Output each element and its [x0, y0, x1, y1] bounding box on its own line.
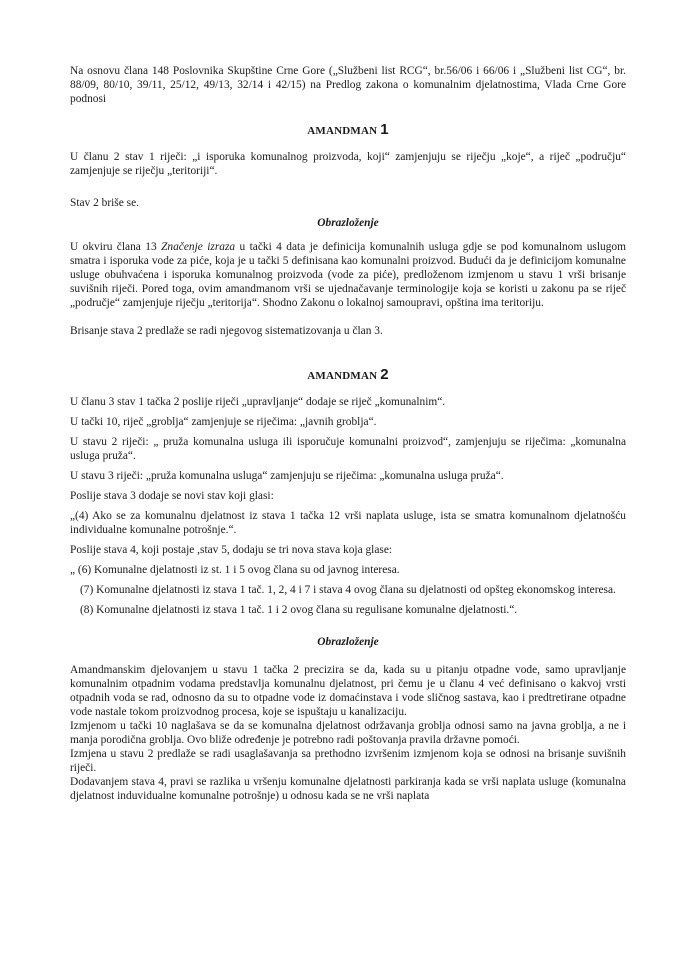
amendment-2-paragraph-5: Poslije stava 3 dodaje se novi stav koji glasi: — [70, 490, 274, 502]
amendment-2-heading-number: 2 — [380, 366, 389, 383]
amendment-1-heading — [70, 123, 626, 138]
amendment-1-paragraph-2: Stav 2 briše se. — [70, 197, 139, 209]
amendment-2-paragraph-10: (8) Komunalne djelatnosti iz stava 1 tač. 1 i 2 ovog člana su regulisane komunalne djelatnosti.“. — [80, 604, 518, 616]
amendment-2-paragraph-9: (7) Komunalne djelatnosti iz stava 1 tač. 1, 2, 4 i 7 i stava 4 ovog člana su djelatnosti od opšteg ekonomskog interesa. — [80, 584, 616, 596]
amendment-1-explanation-heading: Obrazloženje — [317, 217, 379, 229]
intro-paragraph: Na osnovu člana 148 Poslovnika Skupštine Crne Gore („Službeni list RCG“, br.56/06 i 66/06 i „Službeni list CG“, br. 88/09, 80/10, 39/11, 25/12, 49/13, 32/14 i 42/15) na Predlog zakona o komunalnim djelatnostima, Vlada Crne Gore podnosi — [70, 65, 626, 105]
amendment-2-explanation-paragraph-4: Dodavanjem stava 4, pravi se razlika u vršenju komunalne djelatnosti parkiranja kada se vrši naplata usluge (komunalna djelatnost induvidualne komunalne potrošnje) u odnosu kada se ne vrši naplata — [70, 776, 626, 802]
amendment-2-paragraph-1: U članu 3 stav 1 tačka 2 poslije riječi „upravljanje“ dodaje se riječ „komunalnim“. — [70, 396, 446, 408]
amendment-2-explanation-paragraph-1: Amandmanskim djelovanjem u stavu 1 tačka 2 precizira se da, kada su u pitanju otpadne vode, samo upravljanje komunalnim otpadnim vodama predstavlja komunalnu djelatnost, pri čemu je u članu 4 već definisano o kakvoj vrsti otpadnih voda se rad, odnosno da su to otpadne vode iz domaćinstava i vode sličnog sastava, kao i predtretirane otpadne vode nastale tokom proizvodnog procesa, koje se ispuštaju u kanalizaciju. — [70, 664, 626, 718]
amendment-1-explanation-term: Značenje izraza — [161, 241, 236, 253]
amendment-2-heading — [70, 368, 626, 383]
amendment-1-explanation-paragraph-1 — [70, 240, 626, 310]
amendment-2-paragraph-2: U tački 10, riječ „groblja“ zamjenjuje se riječima: „javnih groblja“. — [70, 416, 377, 428]
amendment-1-paragraph-1: U članu 2 stav 1 riječi: „i isporuka komunalnog proizvoda, koji“ zamjenjuju se riječju „koje“, a riječ „području“ zamjenjuje se riječju „teritoriji“. — [70, 151, 626, 177]
amendment-2-explanation-paragraph-2: Izmjenom u tački 10 naglašava se da se komunalna djelatnost održavanja groblja odnosi samo na javna groblja, a ne i manja porodična groblja. Ovo bliže određenje je potrebno radi poštovanja pravila državne pomoći. — [70, 720, 626, 746]
amendment-2-paragraph-8: „ (6) Komunalne djelatnosti iz st. 1 i 5 ovog člana su od javnog interesa. — [70, 564, 400, 576]
amendment-2-paragraph-3: U stavu 2 riječi: „ pruža komunalna usluga ili isporučuje komunalni proizvod“, zamjenjuju se riječima: „komunalna usluga pruža“. — [70, 436, 626, 462]
amendment-1-explanation-text-a: U okviru člana 13 — [70, 241, 162, 253]
amendment-2-paragraph-4: U stavu 3 riječi: „pruža komunalna usluga“ zamjenjuju se riječima: „komunalna usluga pruža“. — [70, 470, 504, 482]
amendment-2-heading-word: AMANDMAN — [307, 370, 378, 382]
amendment-1-explanation-text-b: u tački 4 data je definicija komunalnih usluga gdje se pod komunalnom uslugom smatra i isporuka vode za piće, koja je u tački 5 definisana kao komunalni proizvod. Budući da je definicijom komunalne usluge obuhvaćena i isporuka komunalnog proizvoda (vode za piće), predloženom izmjenom u stavu 1 vrši brisanje suvišnih riječi. Pored toga, ovim amandmanom vrši se ujednačavanje terminologije koja se koristi u zakonu pa se riječ „područje“ zamjenjuje riječju „teritorija“. Shodno Zakonu o lokalnoj samoupravi, opština ima teritoriju. — [70, 241, 626, 309]
amendment-2-paragraph-6: „(4) Ako se za komunalnu djelatnost iz stava 1 tačka 12 vrši naplata usluge, ista se smatra komunalnom djelatnošću individualne komunalne potrošnje.“. — [70, 510, 626, 536]
amendment-2-explanation-heading: Obrazloženje — [317, 636, 379, 648]
amendment-2-explanation-paragraph-3: Izmjena u stavu 2 predlaže se radi usaglašavanja sa prethodno izvršenim izmjenom koja se odnosi na brisanje suvišnih riječi. — [70, 748, 626, 774]
amendment-2-paragraph-7: Poslije stava 4, koji postaje ,stav 5, dodaju se tri nova stava koja glase: — [70, 544, 393, 556]
document-page — [70, 64, 626, 803]
amendment-1-heading-number: 1 — [380, 121, 389, 138]
amendment-1-explanation-paragraph-2: Brisanje stava 2 predlaže se radi njegovog sistematizovanja u član 3. — [70, 325, 383, 337]
amendment-1-heading-word: AMANDMAN — [307, 125, 378, 137]
